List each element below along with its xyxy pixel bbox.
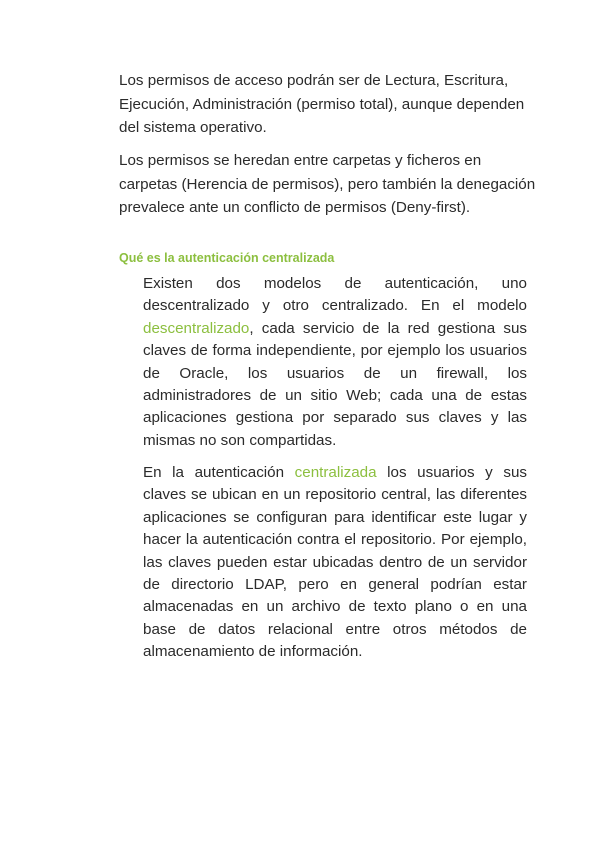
highlight-term-decentralized: descentralizado <box>143 319 250 337</box>
text-run: , cada servicio de la red gestiona sus claves de forma independiente, por ejemplo los usuarios de Oracle, los usuarios de un firewall, los administradores de un sitio Web; cada una de estas aplicaciones gestiona por separado sus claves y las mismas no son compartidas. <box>143 319 527 449</box>
text-run: los usuarios y sus claves se ubican en un repositorio central, las diferentes aplicaciones se configuran para identificar este lugar y hacer la autenticación contra el repositorio. Por ejemplo, las claves pueden estar ubicadas dentro de un servidor de directorio LDAP, pero en general podrían estar almacenadas en un archivo de texto plano o en una base de datos relacional entre otros métodos de almacenamiento de información. <box>143 464 527 661</box>
paragraph-permissions-types: Los permisos de acceso podrán ser de Lectura, Escritura, Ejecución, Administración (permiso total), aunque dependen del sistema operativo. <box>119 72 525 136</box>
paragraph-auth-models <box>143 273 527 452</box>
section-heading: Qué es la autenticación centralizada <box>119 251 335 265</box>
paragraph-permissions-inheritance: Los permisos se heredan entre carpetas y ficheros en carpetas (Herencia de permisos), pero también la denegación prevalece ante un conflicto de permisos (Deny-first). <box>119 152 536 216</box>
highlight-term-centralized: centralizada <box>294 464 377 481</box>
paragraph-centralized-auth <box>143 462 527 664</box>
text-run: En la autenticación <box>143 464 295 481</box>
text-run: Existen dos modelos de autenticación, uno descentralizado y otro centralizado. En el modelo <box>143 275 527 315</box>
